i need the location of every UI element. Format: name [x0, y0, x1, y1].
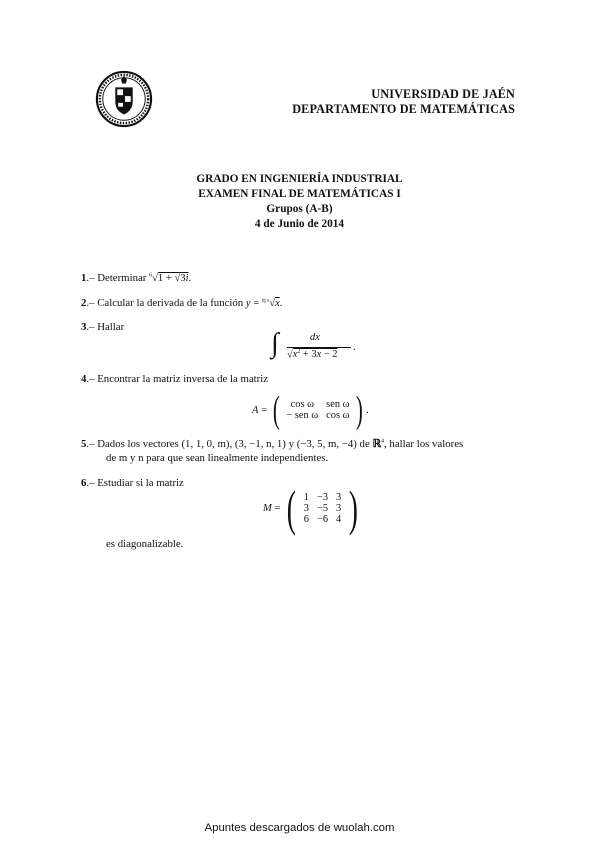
exam-title: EXAMEN FINAL DE MATEMÁTICAS I — [198, 188, 401, 200]
matrix-cell: 1 — [303, 491, 309, 503]
question-text: Hallar — [97, 321, 125, 333]
question-5: 5.– Dados los vectores (1, 1, 0, m), (3, −1, n, 1) y (−3, 5, m, −4) de ℝ$^4$, hallar los valores — [81, 438, 464, 450]
question-number: 6 — [81, 477, 87, 489]
question-6: 6.– Estudiar si la matriz — [81, 477, 184, 489]
question-2-formula: y = $^{tg x}$√x. — [245, 298, 283, 309]
matrix-cell: 3 — [336, 491, 342, 503]
matrix-cell: −5 — [316, 502, 329, 514]
matrix-cell: − sen ω — [286, 410, 319, 421]
university-seal-logo — [95, 70, 153, 128]
question-number: 1 — [81, 272, 87, 284]
question-5-line2: de m y n para que sean linealmente independientes. — [106, 452, 329, 464]
question-number: 2 — [81, 297, 87, 309]
question-text: Calcular la derivada de la función — [97, 297, 244, 309]
question-text: Determinar — [97, 272, 147, 284]
matrix-cell: −6 — [316, 513, 329, 525]
question-text: Encontrar la matriz inversa de la matriz — [97, 373, 269, 385]
question-number: 3 — [81, 321, 87, 333]
matrix-cell: −3 — [316, 491, 329, 503]
matrix-cell: cos ω — [290, 399, 314, 410]
question-4-matrix: A = ( cos ω sen ω − sen ω cos ω ) . — [252, 389, 369, 431]
matrix-cell: 4 — [336, 513, 342, 525]
question-text-line1: Dados los vectores (1, 1, 0, m), (3, −1, n, 1) y (−3, 5, m, −4) de — [97, 438, 370, 450]
university-name: UNIVERSIDAD DE JAÉN — [371, 87, 515, 101]
question-2: 2.– Calcular la derivada de la función y = $^{tg x}$√x. — [81, 297, 283, 309]
exam-groups: Grupos (A-B) — [266, 203, 333, 215]
matrix-cell: 3 — [336, 502, 342, 514]
footer-watermark: Apuntes descargados de wuolah.com — [204, 822, 395, 834]
question-3: 3.– Hallar — [81, 321, 125, 333]
question-1-formula: $^6$√1 + √3i. — [149, 272, 192, 284]
exam-date: 4 de Junio de 2014 — [254, 218, 345, 230]
question-3-integral: ∫ dx $√x^2 + 3x - 2$ . — [271, 328, 356, 361]
question-text-line1-tail: , hallar los valores — [384, 438, 464, 450]
question-text: Estudiar si la matriz — [97, 477, 184, 489]
question-4: 4.– Encontrar la matriz inversa de la matriz — [81, 373, 269, 385]
matrix-cell: sen ω — [326, 399, 350, 410]
question-6-matrix: M = ( 1 −3 3 3 −5 3 6 −6 4 ) — [263, 480, 359, 536]
question-number: 4 — [81, 373, 87, 385]
matrix-cell: 6 — [303, 513, 309, 525]
question-number: 5 — [81, 438, 87, 450]
degree-title: GRADO EN INGENIERÍA INDUSTRIAL — [196, 173, 403, 185]
question-6-conclusion: es diagonalizable. — [106, 538, 184, 550]
department-name: DEPARTAMENTO DE MATEMÁTICAS — [292, 102, 515, 116]
question-1: 1.– Determinar $^6$√1 + √3i. — [81, 272, 192, 284]
matrix-cell: 3 — [303, 502, 309, 514]
matrix-cell: cos ω — [326, 410, 350, 421]
